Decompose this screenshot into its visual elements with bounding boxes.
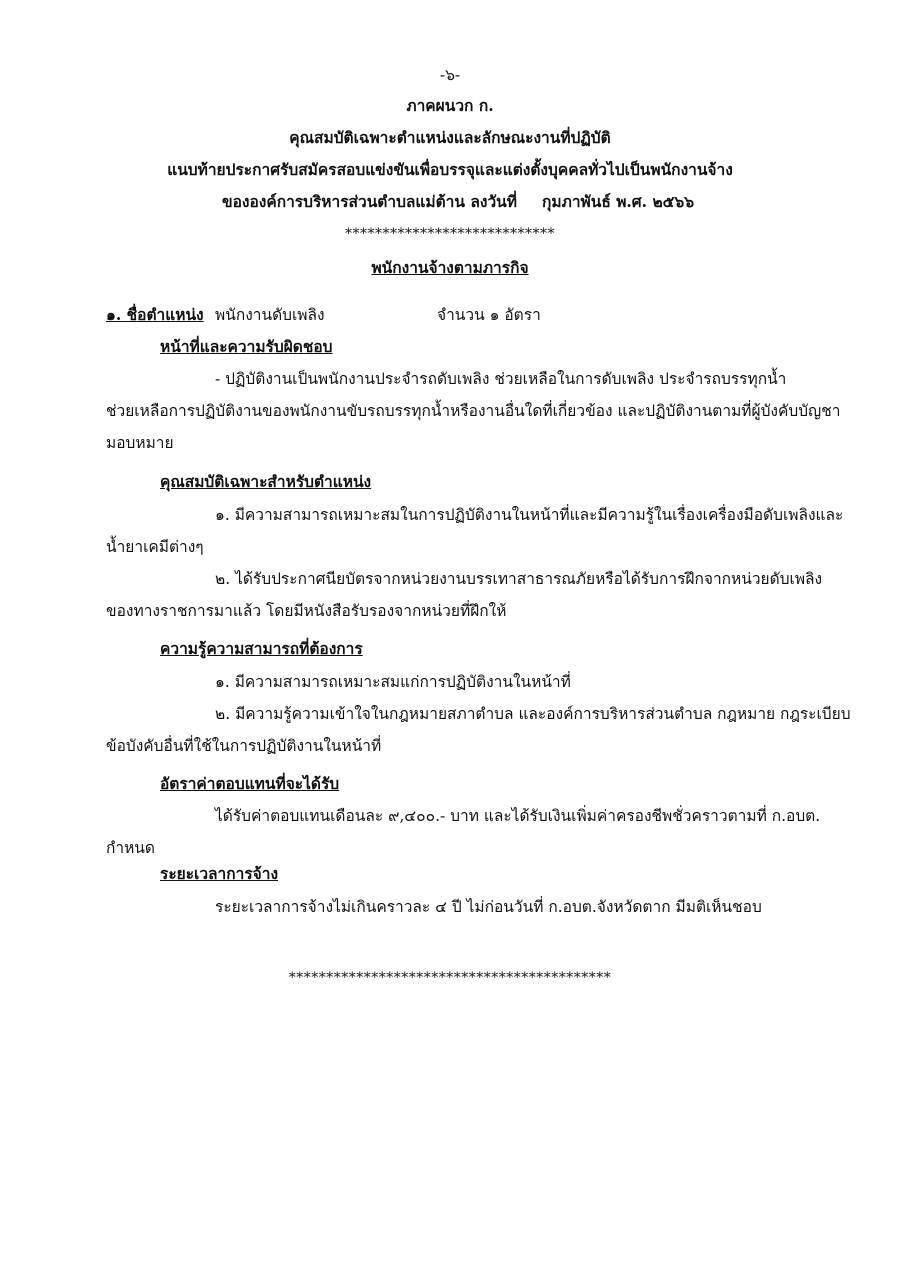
knowledge-item-2-line-1: ๒. มีความรู้ความเข้าใจในกฎหมายสภาตำบล และองค์การบริหารส่วนตำบล กฎหมาย กฎระเบียบ [215,705,851,723]
page-number: -๖- [439,66,461,84]
duties-line-3: มอบหมาย [106,434,174,452]
compensation-line-2: กำหนด [106,839,155,857]
qualifications-heading: คุณสมบัติเฉพาะสำหรับตำแหน่ง [160,472,372,491]
duration-heading: ระยะเวลาการจ้าง [160,864,279,883]
qualification-item-2-line-1: ๒. ได้รับประกาศนียบัตรจากหน่วยงานบรรเทาสาธารณภัยหรือได้รับการฝึกจากหน่วยดับเพลิง [215,570,823,588]
duties-heading: หน้าที่และความรับผิดชอบ [160,337,333,356]
position-label: ๑. ชื่อตำแหน่ง [106,305,204,324]
footer-separator: ******************************************* [288,970,612,986]
knowledge-heading: ความรู้ความสามารถที่ต้องการ [160,639,363,658]
document-title-org: ขององค์การบริหารส่วนตำบลแม่ต้าน ลงวันที่ [222,192,517,211]
document-title-line-1: คุณสมบัติเฉพาะตำแหน่งและลักษณะงานที่ปฏิบัติ [289,128,611,147]
compensation-heading: อัตราค่าตอบแทนที่จะได้รับ [160,774,340,793]
qualification-item-1-line-2: น้ำยาเคมีต่างๆ [106,538,204,556]
document-title-line-2: แนบท้ายประกาศรับสมัครสอบแข่งขันเพื่อบรรจุและแต่งตั้งบุคคลทั่วไปเป็นพนักงานจ้าง [167,160,733,179]
knowledge-item-2-line-2: ข้อบังคับอื่นที่ใช้ในการปฏิบัติงานในหน้าที่ [106,737,382,755]
position-name: พนักงานดับเพลิง [215,306,325,324]
appendix-label: ภาคผนวก ก. [406,96,494,115]
duties-line-2: ช่วยเหลือการปฏิบัติงานของพนักงานขับรถบรรทุกน้ำหรืองานอื่นใดที่เกี่ยวข้อง และปฏิบัติงานตามที่ผู้บังคับบัญชา [106,402,841,420]
compensation-line-1: ได้รับค่าตอบแทนเดือนละ ๙,๔๐๐.- บาท และได้รับเงินเพิ่มค่าครองชีพชั่วคราวตามที่ ก.อบต. [215,807,821,825]
qualification-item-1-line-1: ๑. มีความสามารถเหมาะสมในการปฏิบัติงานในหน้าที่และมีความรู้ในเรื่องเครื่องมือดับเพลิงและ [215,506,844,524]
header-separator: **************************** [345,226,555,242]
duration-line-1: ระยะเวลาการจ้างไม่เกินคราวละ ๔ ปี ไม่ก่อนวันที่ ก.อบต.จังหวัดตาก มีมติเห็นชอบ [215,898,762,916]
qualification-item-2-line-2: ของทางราชการมาแล้ว โดยมีหนังสือรับรองจากหน่วยที่ฝึกให้ [106,602,507,620]
knowledge-item-1: ๑. มีความสามารถเหมาะสมแก่การปฏิบัติงานในหน้าที่ [215,673,571,691]
position-count: จำนวน ๑ อัตรา [437,306,541,324]
section-title: พนักงานจ้างตามภารกิจ [371,258,529,277]
document-title-date: กุมภาพันธ์ พ.ศ. ๒๕๖๖ [542,192,695,211]
duties-line-1: - ปฏิบัติงานเป็นพนักงานประจำรถดับเพลิง ช่วยเหลือในการดับเพลิง ประจำรถบรรทุกน้ำ [215,370,787,388]
